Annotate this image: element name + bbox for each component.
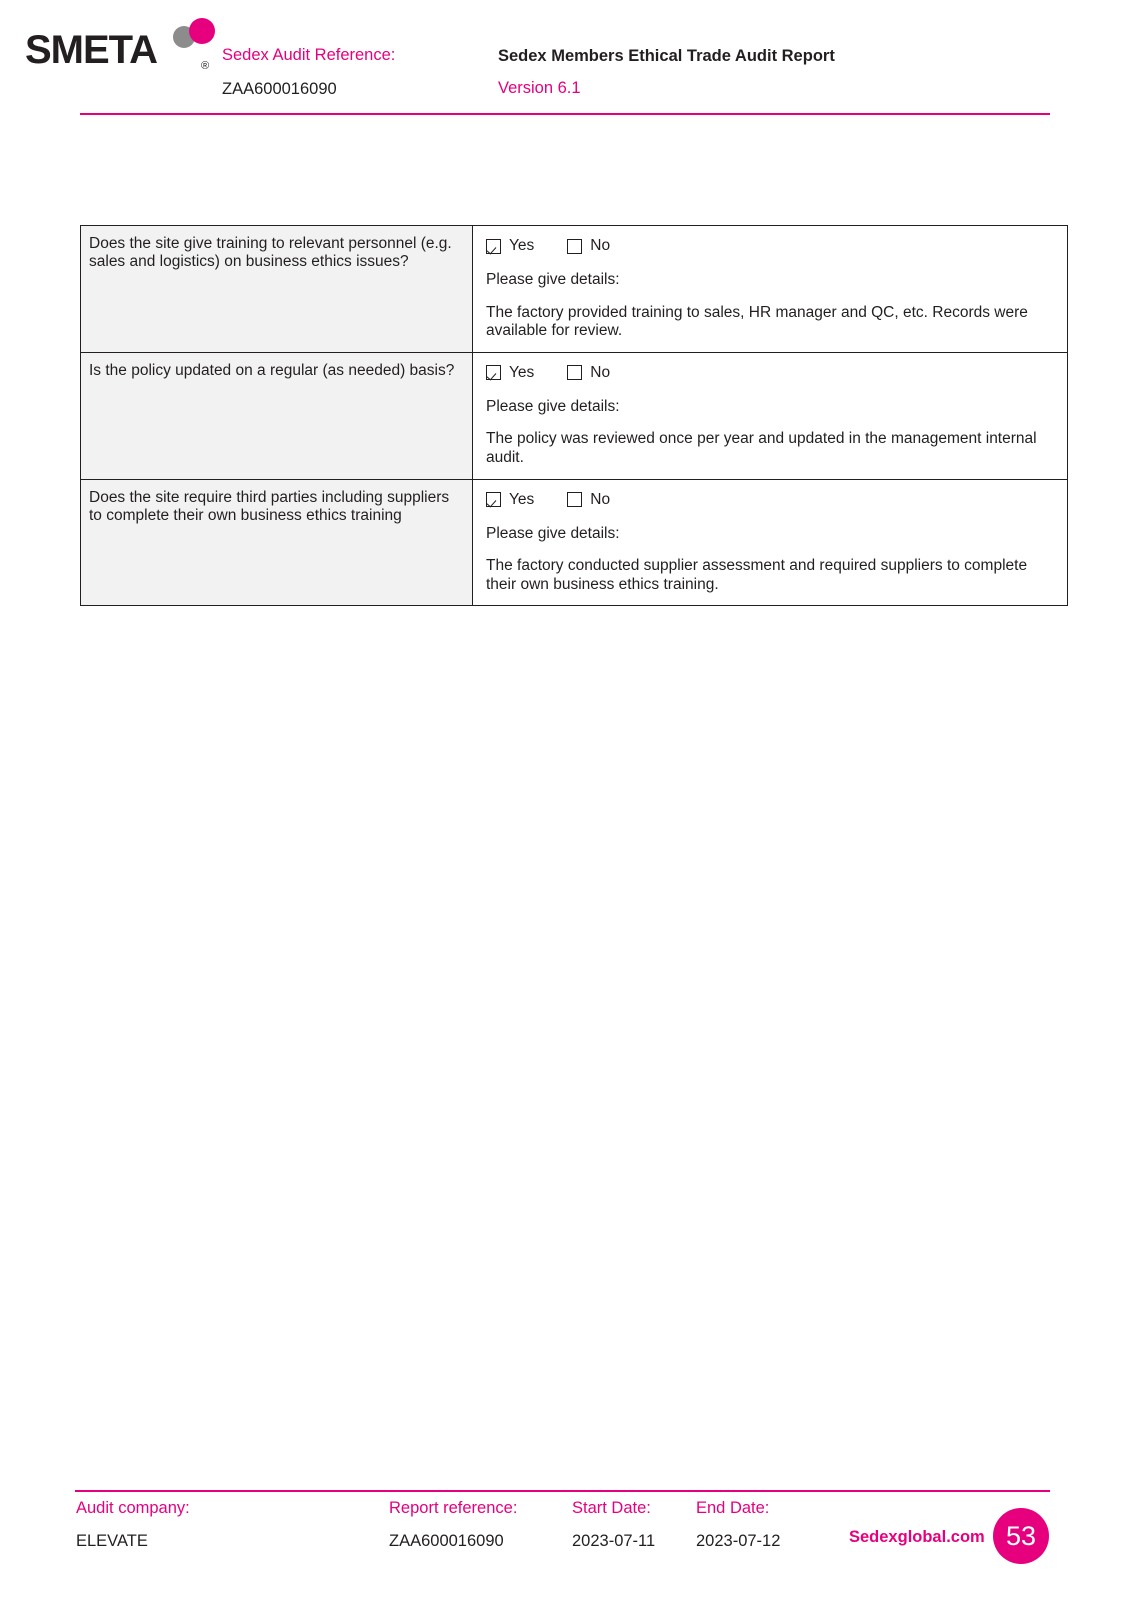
report-reference-value: ZAA600016090: [389, 1532, 504, 1550]
report-reference-label: Report reference:: [389, 1499, 518, 1517]
logo-registered-mark: ®: [201, 60, 210, 72]
logo-wordmark: SMETA: [25, 28, 158, 72]
details-text: The factory provided training to sales, HR manager and QC, etc. Records were available for review.: [486, 303, 1028, 340]
yes-no-options: [486, 364, 1059, 382]
option-no-label: No: [590, 363, 611, 381]
checkbox-yes-icon[interactable]: [486, 239, 501, 254]
report-version: Version 6.1: [498, 79, 581, 97]
option-no-label: No: [590, 490, 611, 508]
details-label: Please give details:: [486, 398, 620, 416]
answer-cell: [473, 226, 1068, 353]
question-cell: Does the site give training to relevant personnel (e.g. sales and logistics) on business ethics issues?: [81, 226, 473, 353]
page-number-badge: 53: [993, 1508, 1049, 1564]
checkbox-no-icon[interactable]: [567, 492, 582, 507]
audit-company-value: ELEVATE: [76, 1532, 148, 1550]
checkbox-no-icon[interactable]: [567, 365, 582, 380]
header-divider: [80, 113, 1050, 115]
smeta-logo: [25, 18, 215, 74]
answer-cell: [473, 479, 1068, 606]
report-title: Sedex Members Ethical Trade Audit Report: [498, 47, 835, 65]
table-row: [81, 352, 1068, 479]
checkbox-yes-icon[interactable]: [486, 492, 501, 507]
option-no[interactable]: [567, 364, 610, 382]
yes-no-options: [486, 491, 1059, 509]
yes-no-options: [486, 237, 1059, 255]
question-cell: Does the site require third parties including suppliers to complete their own business ethics training: [81, 479, 473, 606]
option-yes-label: Yes: [509, 237, 535, 254]
table-row: [81, 479, 1068, 606]
audit-company-label: Audit company:: [76, 1499, 190, 1517]
details-text: The policy was reviewed once per year and updated in the management internal audit.: [486, 430, 1037, 466]
option-no[interactable]: [567, 237, 610, 255]
checkbox-no-icon[interactable]: [567, 239, 582, 254]
option-yes[interactable]: [486, 364, 534, 382]
option-yes-label: Yes: [509, 490, 535, 508]
business-ethics-questions-table: [80, 225, 1068, 606]
start-date-label: Start Date:: [572, 1499, 651, 1517]
option-yes[interactable]: [486, 491, 534, 509]
start-date-value: 2023-07-11: [572, 1532, 656, 1550]
answer-cell: [473, 352, 1068, 479]
table-row: [81, 226, 1068, 353]
option-no[interactable]: [567, 491, 610, 509]
page-header: [0, 0, 1130, 120]
logo-pink-dot-icon: [189, 18, 215, 44]
details-text: The factory conducted supplier assessment and required suppliers to complete their own business ethics training.: [486, 557, 1028, 593]
audit-reference-label: Sedex Audit Reference:: [222, 46, 396, 64]
checkbox-yes-icon[interactable]: [486, 365, 501, 380]
details-label: Please give details:: [486, 524, 620, 542]
sedex-website-link[interactable]: Sedexglobal.com: [849, 1528, 985, 1546]
audit-reference-value: ZAA600016090: [222, 80, 337, 98]
option-yes-label: Yes: [509, 363, 535, 381]
end-date-value: 2023-07-12: [696, 1532, 781, 1550]
details-label: Please give details:: [486, 271, 620, 289]
option-yes[interactable]: [486, 237, 534, 255]
question-cell: Is the policy updated on a regular (as needed) basis?: [81, 352, 473, 479]
end-date-label: End Date:: [696, 1499, 770, 1517]
option-no-label: No: [590, 237, 611, 254]
page-footer: [0, 1490, 1130, 1600]
